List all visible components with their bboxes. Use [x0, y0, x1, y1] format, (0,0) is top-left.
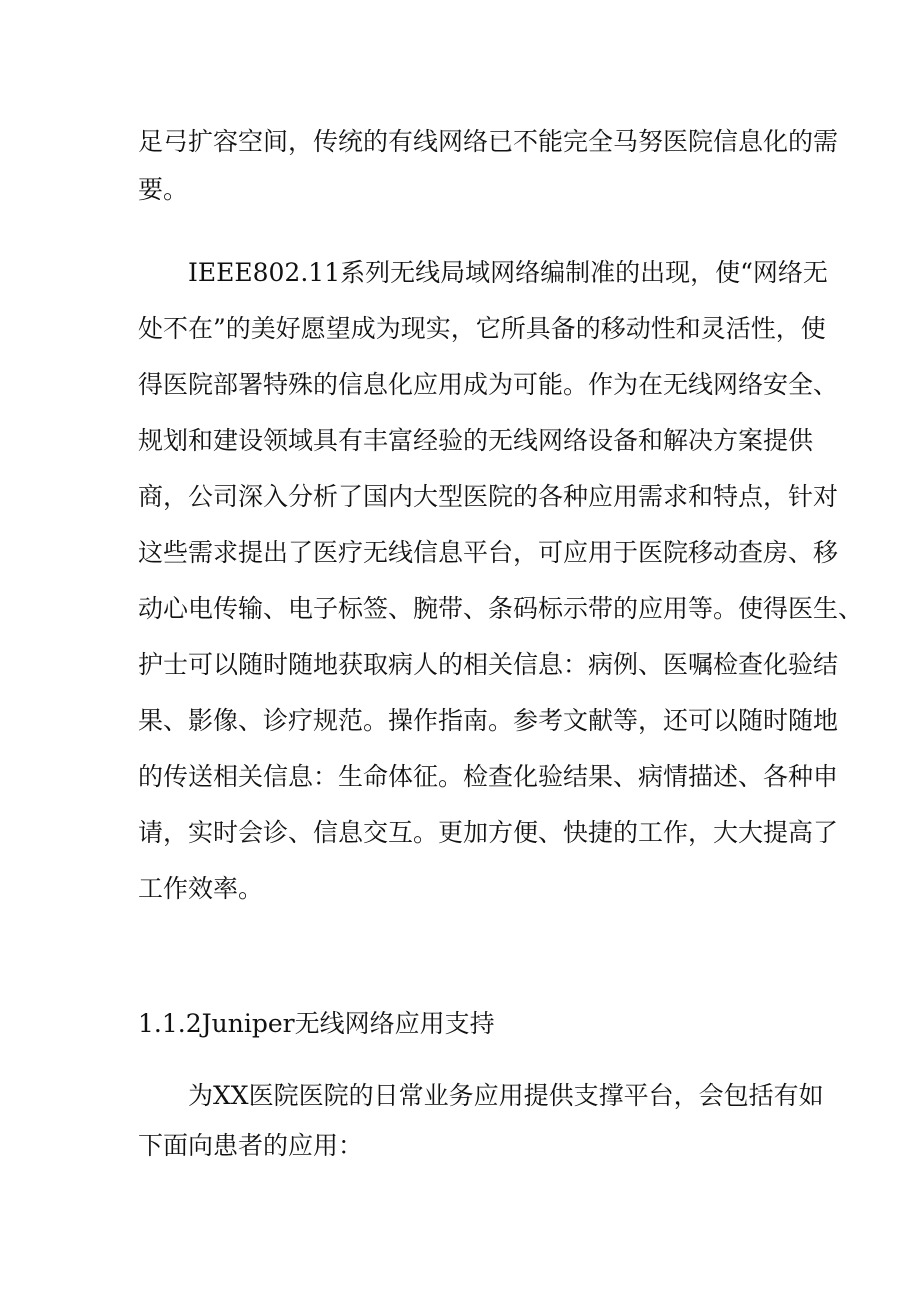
section-heading — [138, 1000, 798, 1048]
paragraph-ieee80211 — [138, 249, 864, 913]
text-line: 商，公司深入分析了国内大型医院的各种应用需求和特点，针对 — [138, 482, 839, 511]
text-line: 动心电传输、电子标签、腕带、条码标示带的应用等。使得医生、 — [138, 594, 864, 623]
text-line: 这些需求提出了医疗无线信息平台，可应用于医院移动查房、移 — [138, 538, 839, 567]
text-line: 下面向患者的应用： — [138, 1131, 364, 1160]
text-line: 请，实时会诊、信息交互。更加方便、快捷的工作，大大提高了 — [138, 818, 839, 847]
text-line: 足弓扩容空间，传统的有线网络已不能完全马努医院信息化的需 — [138, 127, 839, 156]
text-line: 工作效率。 — [138, 874, 264, 903]
text-line: 为XX医院医院的日常业务应用提供支撑平台，会包括有如 — [188, 1081, 824, 1110]
text-line: 得医院部署特殊的信息化应用成为可能。作为在无线网络安全、 — [138, 370, 839, 399]
text-line: 要。 — [138, 175, 189, 204]
text-line: 果、影像、诊疗规范。操作指南。参考文献等，还可以随时随地 — [138, 706, 839, 735]
text-line: 规划和建设领域具有丰富经验的无线网络设备和解决方案提供 — [138, 426, 814, 455]
text-line: 处不在”的美好愿望成为现实，它所具备的移动性和灵活性，使 — [138, 314, 826, 343]
text-line: 护士可以随时随地获取病人的相关信息：病例、医嘱检查化验结 — [138, 650, 839, 679]
paragraph-application-support — [138, 1072, 824, 1170]
heading-text: 1.1.2Juniper无线网络应用支持 — [138, 1009, 495, 1038]
text-line: IEEE802.11系列无线局域网络编制准的出现，使“网络无 — [188, 258, 828, 287]
text-line: 的传送相关信息：生命体征。检查化验结果、病情描述、各种申 — [138, 762, 839, 791]
paragraph-continuation — [138, 118, 839, 214]
